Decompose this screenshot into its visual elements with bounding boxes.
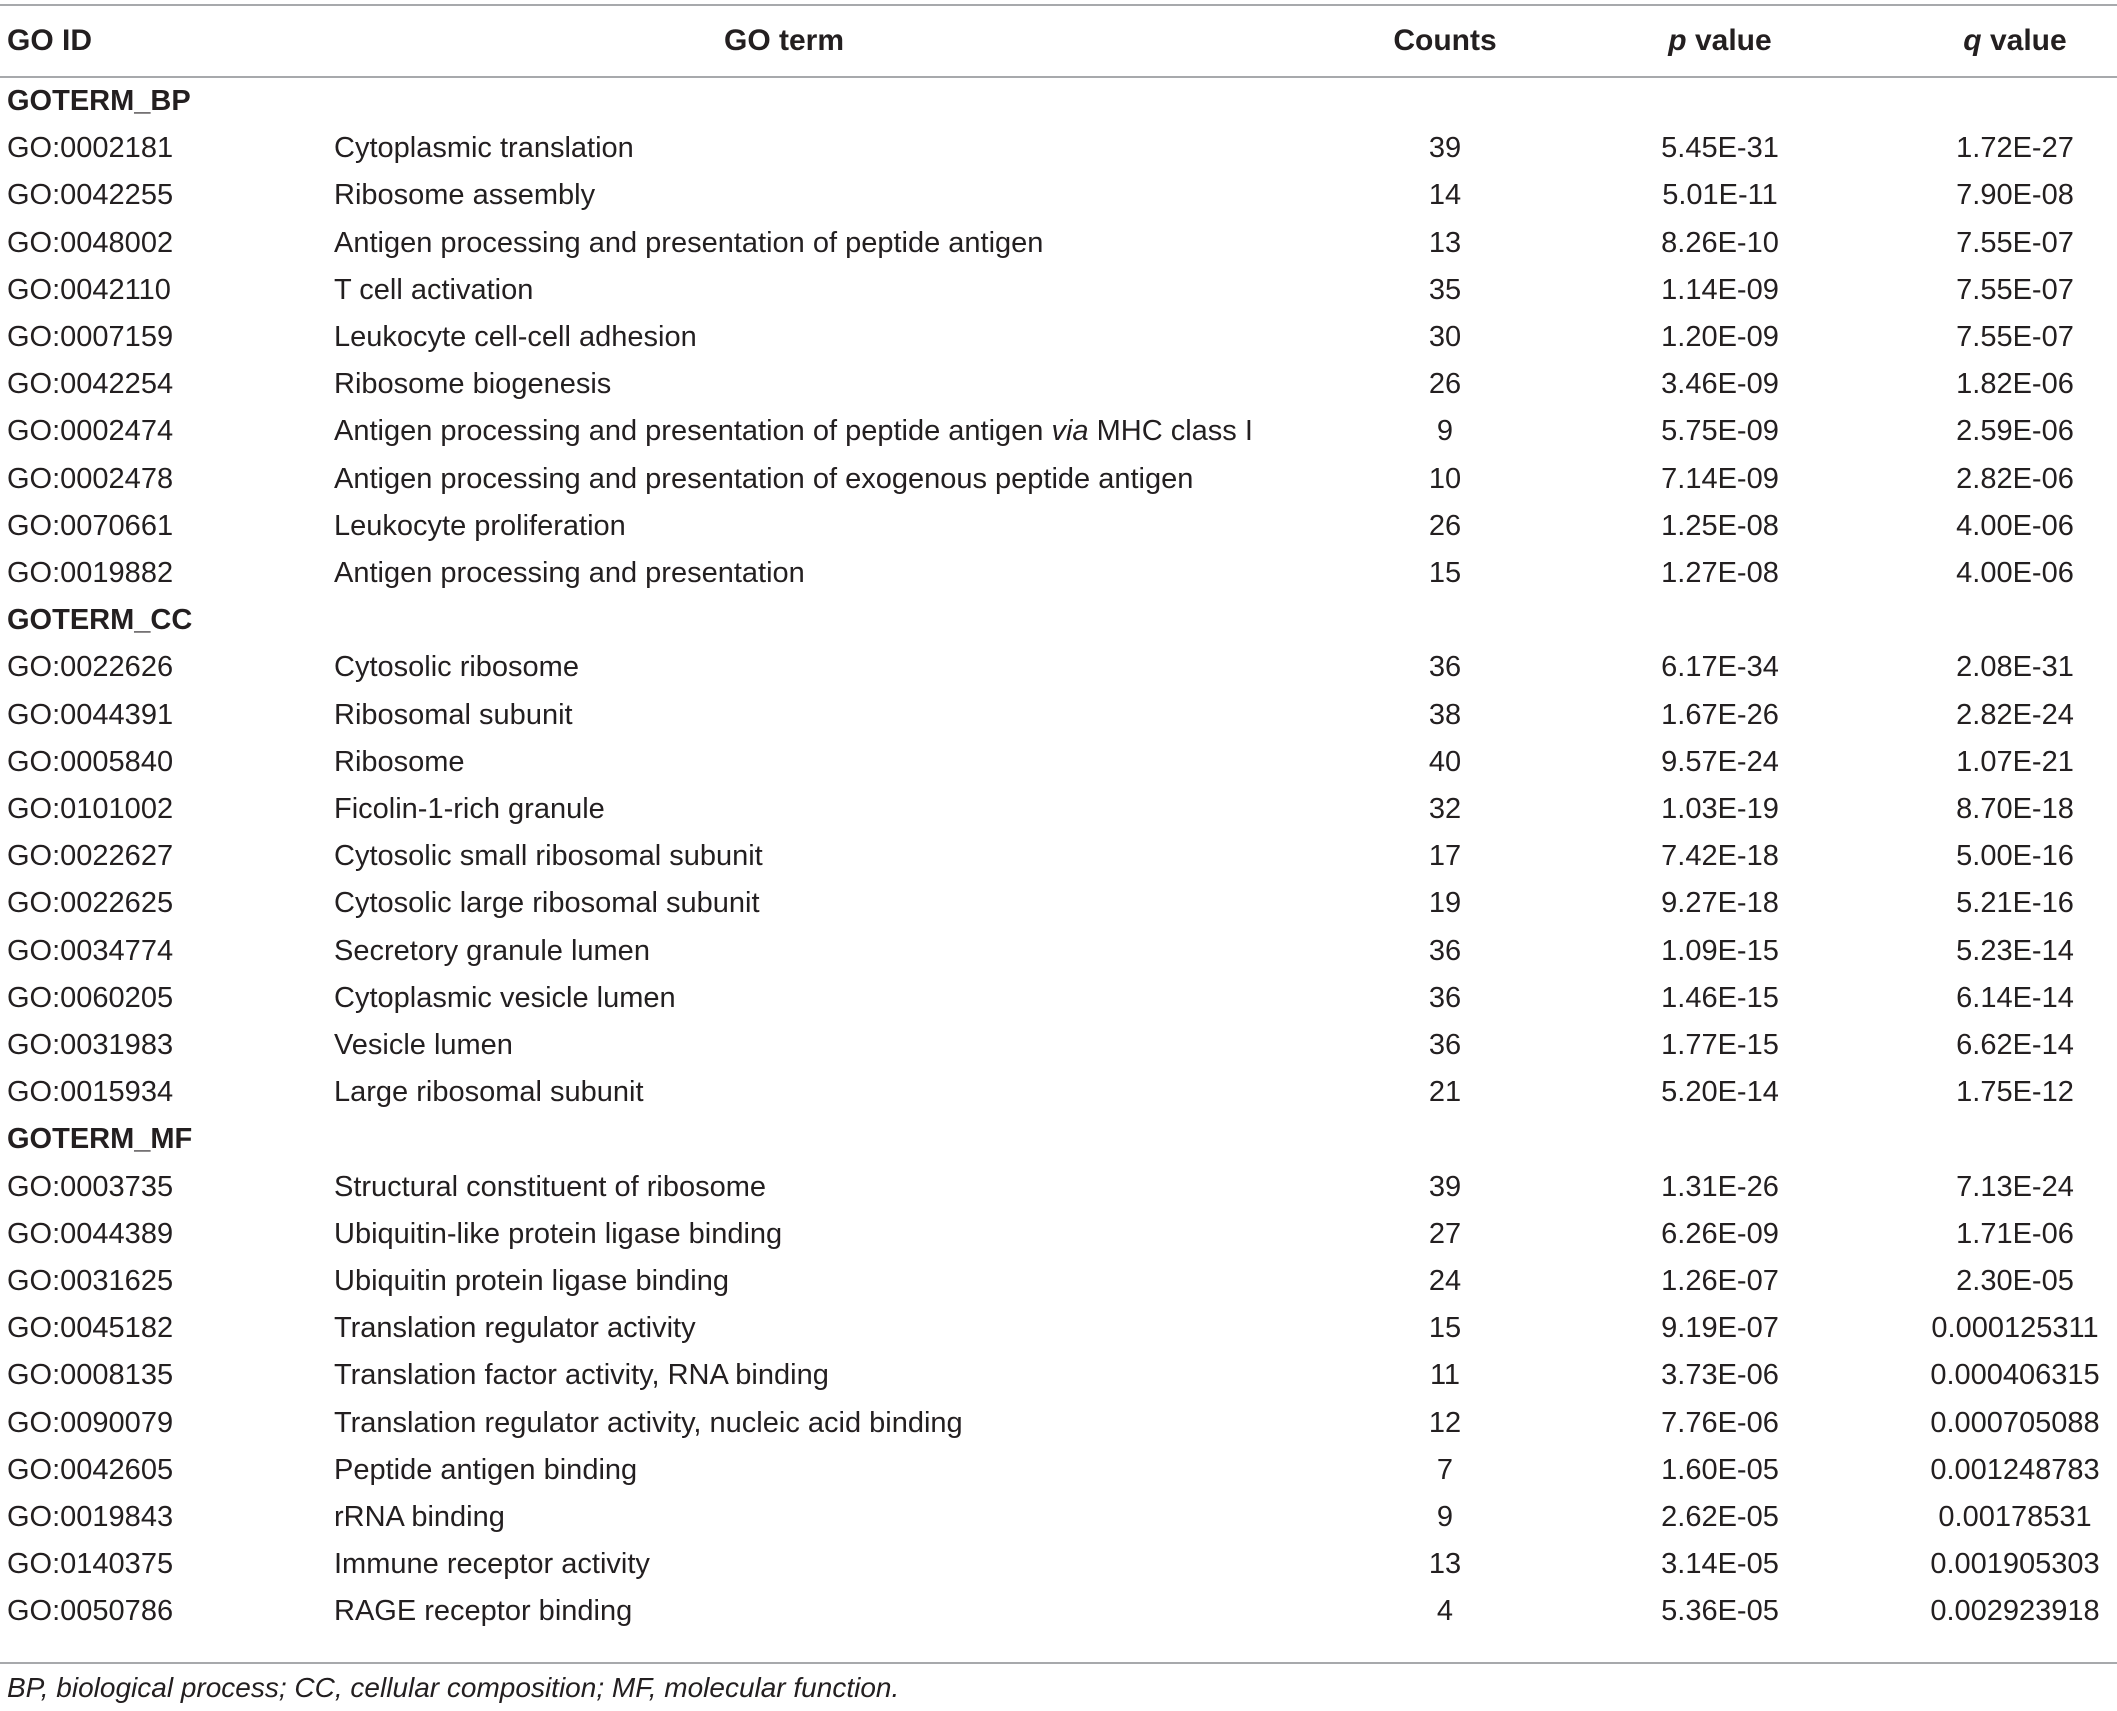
q-value-cell: 0.000125311 xyxy=(1931,1312,2099,1345)
q-value-cell: 0.001248783 xyxy=(1930,1453,2100,1486)
go-id-cell: GO:0042254 xyxy=(7,368,174,401)
counts-cell: 30 xyxy=(1428,321,1462,353)
table-row xyxy=(0,503,2117,550)
go-term-cell: T cell activation xyxy=(334,273,534,306)
go-id-cell: GO:0031983 xyxy=(7,1029,174,1061)
section-header-row xyxy=(0,78,2117,125)
go-id-cell: GO:0002478 xyxy=(7,462,174,495)
go-term-cell: Ubiquitin-like protein ligase binding xyxy=(334,1217,783,1250)
go-term-cell xyxy=(334,408,1253,455)
p-value-cell: 6.17E-34 xyxy=(1661,651,1779,684)
go-term-cell: rRNA binding xyxy=(334,1501,505,1533)
table-row xyxy=(0,125,2117,172)
counts-cell: 40 xyxy=(1428,745,1462,778)
go-id-cell: GO:0101002 xyxy=(7,793,174,825)
table-row xyxy=(0,1022,2117,1069)
p-value-cell: 1.31E-26 xyxy=(1661,1170,1779,1203)
table-row xyxy=(0,833,2117,880)
q-value-cell: 7.55E-07 xyxy=(1956,321,2074,353)
q-value-cell: 0.002923918 xyxy=(1930,1595,2100,1628)
q-value-cell: 2.82E-06 xyxy=(1956,462,2074,495)
go-id-cell: GO:0003735 xyxy=(7,1170,174,1203)
counts-cell: 36 xyxy=(1428,651,1462,684)
section-label: GOTERM_CC xyxy=(7,604,193,637)
header-go-id: GO ID xyxy=(7,24,93,57)
p-value-cell: 5.36E-05 xyxy=(1661,1595,1779,1628)
section-header-row xyxy=(0,597,2117,644)
go-term-cell: Ribosome biogenesis xyxy=(334,368,612,401)
counts-cell: 36 xyxy=(1428,934,1462,967)
counts-cell: 19 xyxy=(1428,887,1462,920)
header-q-value xyxy=(1920,6,2110,76)
q-value-cell: 7.55E-07 xyxy=(1956,226,2074,259)
p-value-cell: 9.27E-18 xyxy=(1661,887,1779,920)
go-term-cell: Antigen processing and presentation of peptide antigen xyxy=(334,226,1044,259)
q-value-cell: 5.00E-16 xyxy=(1956,840,2074,873)
q-value-cell: 0.001905303 xyxy=(1930,1548,2100,1581)
q-value-cell: 0.000705088 xyxy=(1930,1406,2100,1439)
counts-cell: 27 xyxy=(1428,1217,1462,1250)
counts-cell: 17 xyxy=(1428,840,1462,873)
q-value-cell: 0.00178531 xyxy=(1938,1501,2092,1533)
counts-cell: 12 xyxy=(1428,1406,1462,1439)
go-term-cell: Immune receptor activity xyxy=(334,1548,650,1581)
go-term-cell: RAGE receptor binding xyxy=(334,1595,633,1628)
p-value-cell: 1.14E-09 xyxy=(1661,273,1779,306)
go-term-cell: Large ribosomal subunit xyxy=(334,1076,644,1109)
go-term-cell: Peptide antigen binding xyxy=(334,1453,638,1486)
table-header-row xyxy=(0,6,2117,76)
counts-cell: 36 xyxy=(1428,1029,1462,1061)
table-row xyxy=(0,1494,2117,1541)
p-value-cell: 1.60E-05 xyxy=(1661,1453,1779,1486)
p-value-cell: 5.45E-31 xyxy=(1661,132,1779,165)
table-row xyxy=(0,456,2117,503)
table-row xyxy=(0,1258,2117,1305)
counts-cell: 26 xyxy=(1428,368,1462,401)
table-row xyxy=(0,314,2117,361)
p-value-cell: 3.14E-05 xyxy=(1661,1548,1779,1581)
header-p-label: value xyxy=(1686,24,1772,57)
p-value-cell: 3.46E-09 xyxy=(1661,368,1779,401)
p-value-cell: 1.09E-15 xyxy=(1661,934,1779,967)
p-value-cell: 1.03E-19 xyxy=(1661,793,1779,825)
go-id-cell: GO:0015934 xyxy=(7,1076,174,1109)
q-value-cell: 5.23E-14 xyxy=(1956,934,2074,967)
table-row xyxy=(0,1069,2117,1116)
go-id-cell: GO:0060205 xyxy=(7,981,174,1014)
counts-cell: 32 xyxy=(1428,793,1462,825)
go-term-cell: Ribosome assembly xyxy=(334,179,596,212)
q-value-cell: 7.13E-24 xyxy=(1956,1170,2074,1203)
go-term-cell: Vesicle lumen xyxy=(334,1029,513,1061)
go-id-cell: GO:0048002 xyxy=(7,226,174,259)
header-p-symbol: p xyxy=(1668,24,1687,57)
counts-cell: 13 xyxy=(1428,1548,1462,1581)
counts-cell: 11 xyxy=(1429,1359,1461,1392)
table-row xyxy=(0,361,2117,408)
go-id-cell: GO:0019843 xyxy=(7,1501,174,1533)
table-row xyxy=(0,220,2117,267)
go-term-cell: Ribosome xyxy=(334,745,465,778)
go-id-cell: GO:0008135 xyxy=(7,1359,174,1392)
go-id-cell: GO:0044391 xyxy=(7,698,174,731)
p-value-cell: 5.01E-11 xyxy=(1662,179,1778,212)
header-q-symbol: q xyxy=(1963,24,1982,57)
go-term-cell: Cytoplasmic vesicle lumen xyxy=(334,981,676,1014)
p-value-cell: 5.75E-09 xyxy=(1661,415,1779,448)
q-value-cell: 1.82E-06 xyxy=(1956,368,2074,401)
go-term-cell: Cytoplasmic translation xyxy=(334,132,634,165)
q-value-cell: 2.82E-24 xyxy=(1956,698,2074,731)
q-value-cell: 1.75E-12 xyxy=(1956,1076,2074,1109)
counts-cell: 13 xyxy=(1428,226,1462,259)
p-value-cell: 8.26E-10 xyxy=(1661,226,1779,259)
counts-cell: 26 xyxy=(1428,509,1462,542)
go-id-cell: GO:0044389 xyxy=(7,1217,174,1250)
counts-cell: 14 xyxy=(1428,179,1462,212)
go-term-cell: Translation regulator activity, nucleic acid binding xyxy=(334,1406,963,1439)
table-row xyxy=(0,692,2117,739)
go-id-cell: GO:0034774 xyxy=(7,934,174,967)
q-value-cell: 4.00E-06 xyxy=(1956,557,2074,589)
counts-cell: 24 xyxy=(1428,1265,1462,1297)
q-value-cell: 4.00E-06 xyxy=(1956,509,2074,542)
go-id-cell: GO:0002474 xyxy=(7,415,174,448)
go-term-text: Antigen processing and presentation of peptide antigen xyxy=(334,415,1052,448)
go-term-cell: Ribosomal subunit xyxy=(334,698,573,731)
go-id-cell: GO:0070661 xyxy=(7,509,174,542)
q-value-cell: 7.90E-08 xyxy=(1956,179,2074,212)
table-row xyxy=(0,1400,2117,1447)
counts-cell: 39 xyxy=(1428,132,1462,165)
section-label: GOTERM_MF xyxy=(7,1123,193,1156)
p-value-cell: 5.20E-14 xyxy=(1661,1076,1779,1109)
q-value-cell: 6.14E-14 xyxy=(1956,981,2074,1014)
go-term-text: MHC class I xyxy=(1088,415,1253,448)
q-value-cell: 2.30E-05 xyxy=(1956,1265,2074,1297)
table-row xyxy=(0,928,2117,975)
go-term-cell: Translation regulator activity xyxy=(334,1312,696,1345)
counts-cell: 4 xyxy=(1436,1595,1454,1628)
counts-cell: 9 xyxy=(1436,1501,1454,1533)
go-term-cell: Ficolin-1-rich granule xyxy=(334,793,605,825)
go-term-cell: Cytosolic ribosome xyxy=(334,651,579,684)
table-row xyxy=(0,786,2117,833)
table-row xyxy=(0,1541,2117,1588)
table-row xyxy=(0,1211,2117,1258)
go-id-cell: GO:0007159 xyxy=(7,321,174,353)
counts-cell: 15 xyxy=(1428,557,1462,589)
go-id-cell: GO:0050786 xyxy=(7,1595,174,1628)
section-header-row xyxy=(0,1116,2117,1163)
table-row xyxy=(0,267,2117,314)
go-id-cell: GO:0019882 xyxy=(7,557,174,589)
go-term-cell: Secretory granule lumen xyxy=(334,934,650,967)
counts-cell: 7 xyxy=(1436,1453,1454,1486)
go-term-cell: Translation factor activity, RNA binding xyxy=(334,1359,829,1392)
header-counts: Counts xyxy=(1393,24,1497,57)
go-term-cell: Cytosolic small ribosomal subunit xyxy=(334,840,763,873)
counts-cell: 21 xyxy=(1428,1076,1462,1109)
counts-cell: 15 xyxy=(1428,1312,1462,1345)
p-value-cell: 7.76E-06 xyxy=(1661,1406,1779,1439)
go-id-cell: GO:0022625 xyxy=(7,887,174,920)
go-id-cell: GO:0140375 xyxy=(7,1548,174,1581)
p-value-cell: 1.25E-08 xyxy=(1661,509,1779,542)
table-row xyxy=(0,1588,2117,1635)
p-value-cell: 7.14E-09 xyxy=(1661,462,1779,495)
header-p-value xyxy=(1620,6,1820,76)
counts-cell: 38 xyxy=(1428,698,1462,731)
table-row xyxy=(0,1352,2117,1399)
go-term-cell: Cytosolic large ribosomal subunit xyxy=(334,887,760,920)
counts-cell: 36 xyxy=(1428,981,1462,1014)
p-value-cell: 9.57E-24 xyxy=(1661,745,1779,778)
table-row xyxy=(0,975,2117,1022)
table-row xyxy=(0,739,2117,786)
go-id-cell: GO:0045182 xyxy=(7,1312,174,1345)
go-id-cell: GO:0005840 xyxy=(7,745,174,778)
go-id-cell: GO:0042255 xyxy=(7,179,174,212)
p-value-cell: 1.26E-07 xyxy=(1661,1265,1779,1297)
go-term-cell: Leukocyte proliferation xyxy=(334,509,626,542)
p-value-cell: 6.26E-09 xyxy=(1661,1217,1779,1250)
table-row xyxy=(0,172,2117,219)
go-term-cell: Leukocyte cell-cell adhesion xyxy=(334,321,697,353)
counts-cell: 39 xyxy=(1428,1170,1462,1203)
p-value-cell: 9.19E-07 xyxy=(1661,1312,1779,1345)
q-value-cell: 2.59E-06 xyxy=(1956,415,2074,448)
q-value-cell: 1.07E-21 xyxy=(1956,745,2074,778)
go-id-cell: GO:0002181 xyxy=(7,132,174,165)
header-go-term: GO term xyxy=(723,24,845,57)
q-value-cell: 7.55E-07 xyxy=(1956,273,2074,306)
p-value-cell: 1.20E-09 xyxy=(1661,321,1779,353)
p-value-cell: 3.73E-06 xyxy=(1661,1359,1779,1392)
go-term-italic-text: via xyxy=(1051,415,1089,448)
q-value-cell: 1.71E-06 xyxy=(1956,1217,2074,1250)
table-row xyxy=(0,1305,2117,1352)
go-id-cell: GO:0031625 xyxy=(7,1265,174,1297)
table-row xyxy=(0,1164,2117,1211)
q-value-cell: 0.000406315 xyxy=(1930,1359,2100,1392)
table-row xyxy=(0,408,2117,455)
go-term-cell: Antigen processing and presentation xyxy=(334,557,805,589)
go-id-cell: GO:0042605 xyxy=(7,1453,174,1486)
go-id-cell: GO:0090079 xyxy=(7,1406,174,1439)
p-value-cell: 2.62E-05 xyxy=(1661,1501,1779,1533)
table-row xyxy=(0,1447,2117,1494)
counts-cell: 9 xyxy=(1436,415,1454,448)
go-term-cell: Structural constituent of ribosome xyxy=(334,1170,766,1203)
q-value-cell: 8.70E-18 xyxy=(1956,793,2074,825)
go-id-cell: GO:0022627 xyxy=(7,840,174,873)
q-value-cell: 5.21E-16 xyxy=(1956,887,2074,920)
p-value-cell: 1.77E-15 xyxy=(1661,1029,1779,1061)
q-value-cell: 6.62E-14 xyxy=(1956,1029,2074,1061)
p-value-cell: 1.67E-26 xyxy=(1661,698,1779,731)
q-value-cell: 1.72E-27 xyxy=(1956,132,2074,165)
table-row xyxy=(0,550,2117,597)
p-value-cell: 1.27E-08 xyxy=(1661,557,1779,589)
p-value-cell: 7.42E-18 xyxy=(1661,840,1779,873)
go-id-cell: GO:0022626 xyxy=(7,651,174,684)
counts-cell: 10 xyxy=(1428,462,1462,495)
header-q-label: value xyxy=(1981,24,2067,57)
p-value-cell: 1.46E-15 xyxy=(1661,981,1779,1014)
table-bottom-rule xyxy=(0,1662,2117,1664)
table-row xyxy=(0,880,2117,927)
section-label: GOTERM_BP xyxy=(7,85,191,117)
q-value-cell: 2.08E-31 xyxy=(1956,651,2074,684)
counts-cell: 35 xyxy=(1428,273,1462,306)
go-term-cell: Ubiquitin protein ligase binding xyxy=(334,1265,729,1297)
go-term-cell: Antigen processing and presentation of exogenous peptide antigen xyxy=(334,462,1194,495)
table-row xyxy=(0,644,2117,691)
go-id-cell: GO:0042110 xyxy=(7,273,171,306)
table-footnote: BP, biological process; CC, cellular composition; MF, molecular function. xyxy=(7,1672,900,1703)
